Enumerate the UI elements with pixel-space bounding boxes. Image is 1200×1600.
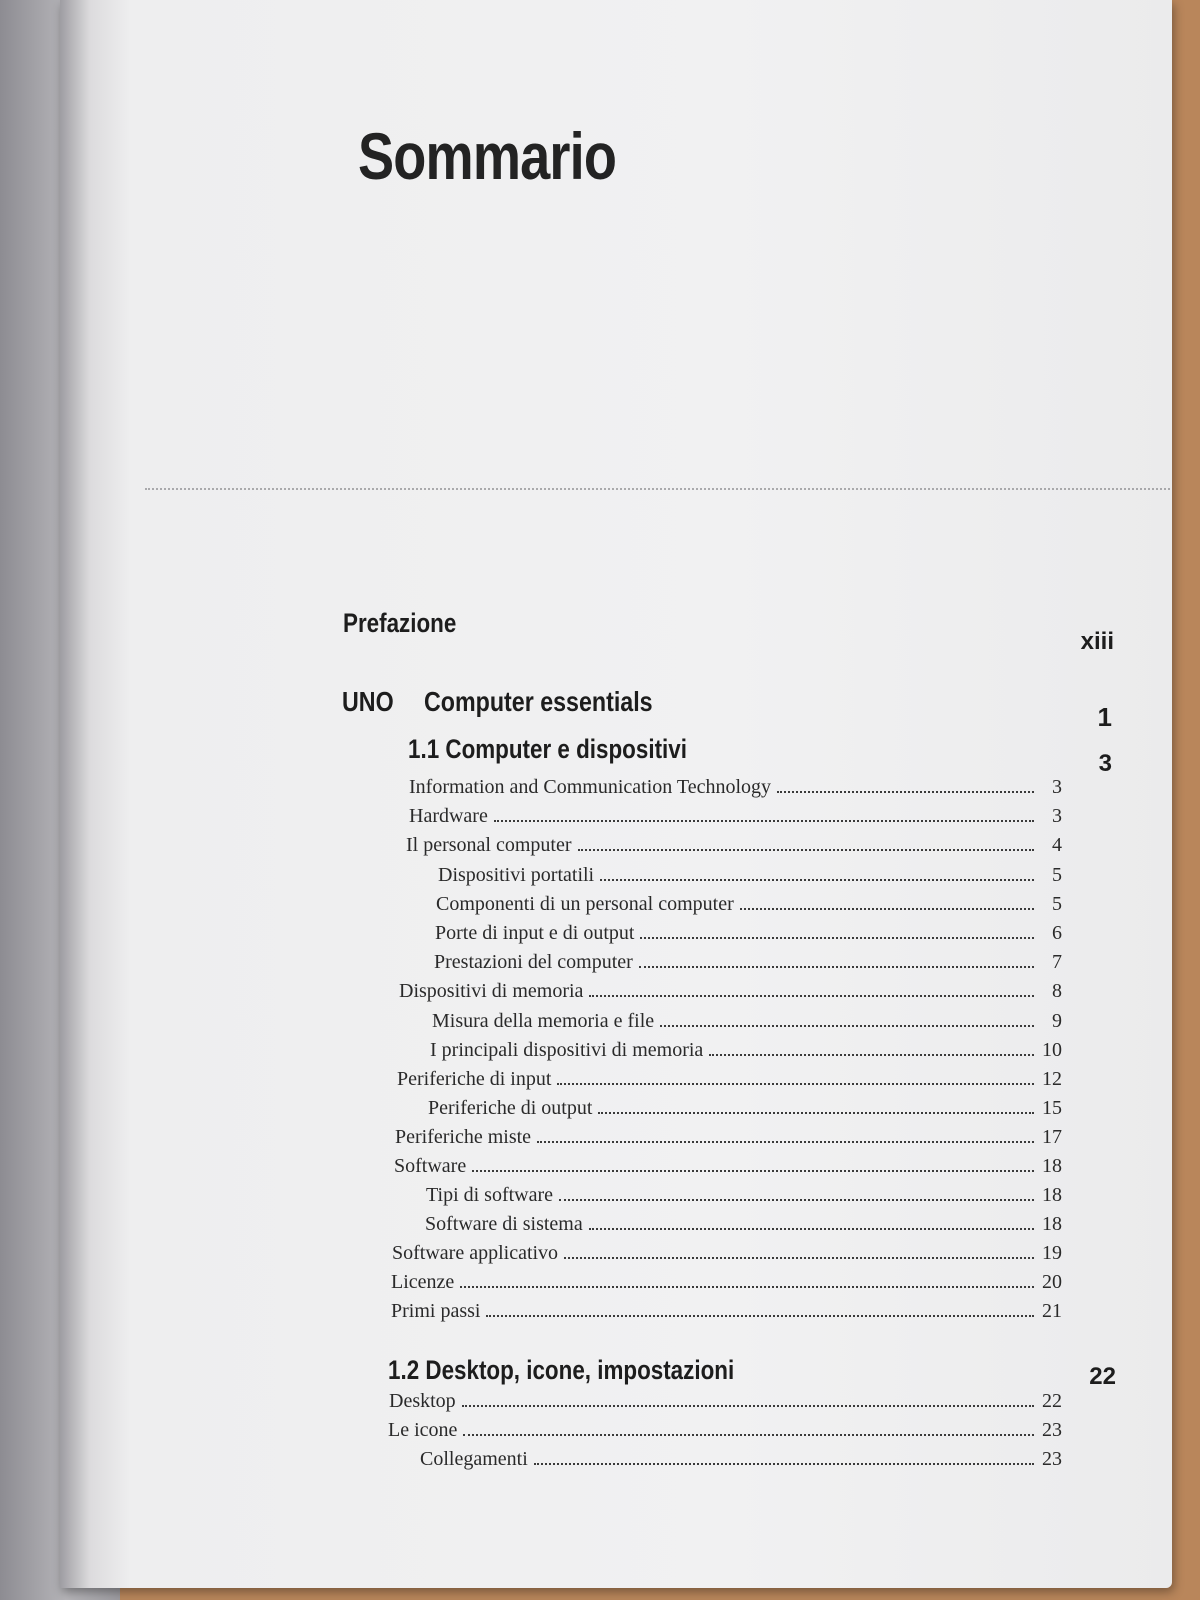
toc-entry-label: Software applicativo [392, 1242, 559, 1264]
toc-entry-page: 22 [1042, 1390, 1062, 1412]
toc-entry [426, 1184, 1062, 1207]
dot-leader [777, 791, 1034, 793]
toc-entry-page: 6 [1052, 922, 1062, 944]
part-page: 1 [1097, 702, 1112, 732]
section-1-2-title: 1.2 Desktop, icone, impostazioni [388, 1355, 735, 1385]
toc-entry-page: 15 [1042, 1097, 1062, 1119]
toc-entry-label: Le icone [388, 1419, 458, 1441]
toc-entry-page: 23 [1042, 1448, 1062, 1470]
dot-leader [639, 966, 1034, 968]
toc-entry [399, 980, 1062, 1003]
page-title: Sommario [358, 119, 617, 193]
toc-entry-label: Collegamenti [420, 1448, 528, 1470]
toc-entry-page: 18 [1042, 1184, 1062, 1206]
toc-entry [438, 864, 1062, 887]
part-title: Computer essentials [424, 686, 653, 717]
toc-entry-label: Desktop [389, 1390, 456, 1412]
toc-entry-page: 8 [1052, 980, 1062, 1002]
toc-entry-label: Hardware [409, 805, 488, 827]
toc-entry [409, 805, 1062, 828]
preface-label: Prefazione [343, 608, 457, 638]
dot-leader [494, 820, 1034, 822]
dot-leader [589, 1228, 1034, 1230]
toc-entry-page: 7 [1052, 951, 1062, 973]
preface-page: xiii [1080, 628, 1114, 655]
toc-entry [397, 1068, 1062, 1091]
dot-leader [564, 1257, 1034, 1259]
dot-leader [740, 908, 1034, 910]
toc-entry-label: Prestazioni del computer [434, 951, 633, 973]
toc-entry-label: I principali dispositivi di memoria [430, 1039, 704, 1061]
dot-leader [578, 849, 1035, 851]
toc-entry-label: Componenti di un personal computer [436, 893, 734, 915]
dot-leader [660, 1025, 1034, 1027]
toc-entry-label: Periferiche di output [428, 1097, 593, 1119]
toc-entry [428, 1097, 1062, 1120]
toc-entry [432, 1010, 1062, 1033]
toc-entry [392, 1242, 1062, 1265]
toc-entry [388, 1419, 1062, 1442]
toc-entry [406, 834, 1062, 857]
toc-entry [395, 1126, 1062, 1149]
toc-entry [391, 1300, 1062, 1323]
toc-entry-label: Dispositivi di memoria [399, 980, 584, 1002]
toc-entry-page: 9 [1052, 1010, 1062, 1032]
toc-entry-label: Information and Communication Technology [409, 776, 772, 798]
toc-entry [420, 1448, 1062, 1471]
toc-entry-label: Il personal computer [406, 834, 572, 856]
toc-entry-label: Software [394, 1155, 467, 1177]
toc-entry-label: Tipi di software [426, 1184, 554, 1206]
section-1-1-page: 3 [1098, 750, 1112, 777]
toc-entry-page: 5 [1052, 893, 1062, 915]
toc-entry [425, 1213, 1062, 1236]
toc-entry-page: 18 [1042, 1155, 1062, 1177]
toc-entry-label: Porte di input e di output [435, 922, 635, 944]
dot-leader [709, 1054, 1034, 1056]
toc-entry-label: Licenze [391, 1271, 455, 1293]
dot-leader [486, 1315, 1034, 1317]
dot-leader [557, 1083, 1034, 1085]
toc-entry [430, 1039, 1062, 1062]
toc-entry-page: 18 [1042, 1213, 1062, 1235]
dot-leader [640, 937, 1034, 939]
toc-entry [409, 776, 1062, 799]
toc-entry [436, 893, 1062, 916]
dot-leader [537, 1141, 1034, 1143]
toc-entry-label: Periferiche di input [397, 1068, 552, 1090]
part-number: UNO [342, 686, 394, 717]
toc-entry [389, 1390, 1062, 1413]
toc-entry-label: Periferiche miste [395, 1126, 532, 1148]
dot-leader [559, 1199, 1034, 1201]
toc-entry-page: 4 [1052, 834, 1062, 856]
dot-leader [463, 1434, 1034, 1436]
toc-entry [435, 922, 1062, 945]
dot-leader [600, 879, 1034, 881]
dot-leader [598, 1112, 1034, 1114]
toc-entry-page: 20 [1042, 1271, 1062, 1293]
toc-entry-page: 12 [1042, 1068, 1062, 1090]
toc-entry-label: Software di sistema [425, 1213, 583, 1235]
section-1-1-title: 1.1 Computer e dispositivi [408, 734, 687, 764]
dot-leader [460, 1286, 1034, 1288]
toc-entry-page: 17 [1042, 1126, 1062, 1148]
dot-leader [589, 995, 1034, 997]
toc-entry-page: 3 [1052, 805, 1062, 827]
toc-entry [434, 951, 1062, 974]
toc-entry-label: Primi passi [391, 1300, 481, 1322]
toc-entry-page: 21 [1042, 1300, 1062, 1322]
toc-entry-label: Misura della memoria e file [432, 1010, 655, 1032]
toc-entry-page: 19 [1042, 1242, 1062, 1264]
toc-entry-label: Dispositivi portatili [438, 864, 595, 886]
toc-entry [394, 1155, 1062, 1178]
dot-leader [534, 1463, 1034, 1465]
dotted-fold-line [145, 488, 1172, 490]
toc-entry-page: 23 [1042, 1419, 1062, 1441]
dot-leader [462, 1405, 1034, 1407]
toc-entry-page: 10 [1042, 1039, 1062, 1061]
dot-leader [472, 1170, 1034, 1172]
toc-entry-page: 3 [1052, 776, 1062, 798]
section-1-2-page: 22 [1089, 1363, 1116, 1390]
toc-entry [391, 1271, 1062, 1294]
toc-entry-page: 5 [1052, 864, 1062, 886]
book-page [60, 0, 1172, 1588]
